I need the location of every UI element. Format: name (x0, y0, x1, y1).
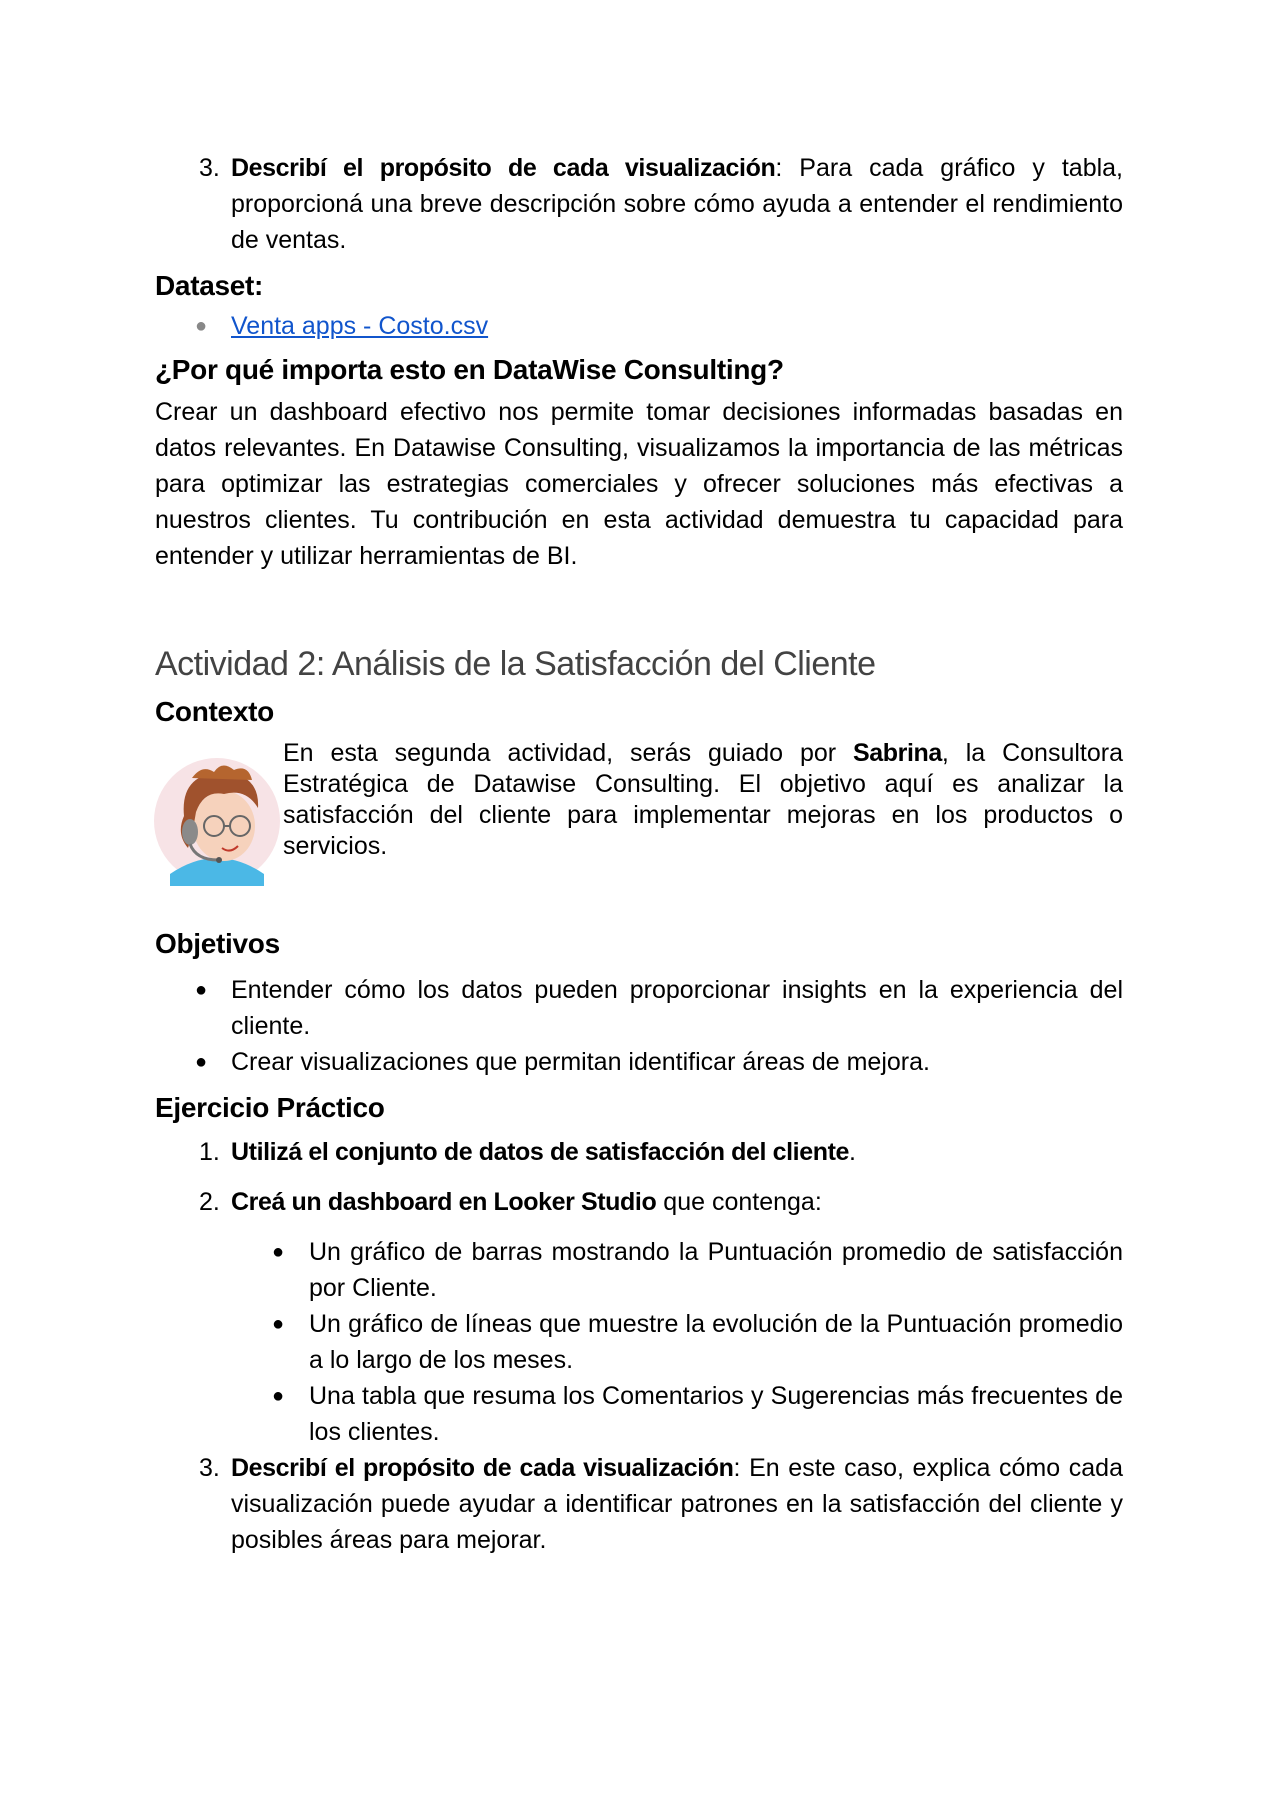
list-number: 3. (199, 154, 220, 182)
bullet-icon: ● (272, 1385, 285, 1407)
list-item: ● Crear visualizaciones que permitan identificar áreas de mejora. (155, 1044, 1123, 1080)
document-page (155, 150, 1123, 1558)
list-item: ● Un gráfico de barras mostrando la Puntuación promedio de satisfacción por Cliente. (155, 1234, 1123, 1306)
sabrina-avatar-icon (152, 756, 282, 886)
list-item: ● Entender cómo los datos pueden proporcionar insights en la experiencia del cliente. (155, 972, 1123, 1044)
bullet-icon: ● (195, 315, 208, 337)
bullet-icon: ● (272, 1241, 285, 1263)
activity2-title: Actividad 2: Análisis de la Satisfacción del Cliente (155, 645, 876, 683)
context-heading: Contexto (155, 696, 274, 727)
list-item: 2. Creá un dashboard en Looker Studio que contenga: (199, 1188, 822, 1216)
why-heading: ¿Por qué importa esto en DataWise Consulting? (155, 354, 784, 385)
list-item: ● Un gráfico de líneas que muestre la evolución de la Puntuación promedio a lo largo de los meses. (155, 1306, 1123, 1378)
dataset-link[interactable]: Venta apps - Costo.csv (231, 312, 489, 340)
list-item: ● Una tabla que resuma los Comentarios y Sugerencias más frecuentes de los clientes. (155, 1378, 1123, 1450)
list-item (155, 150, 1123, 258)
bullet-icon: ● (195, 979, 208, 1001)
list-item: 1. Utilizá el conjunto de datos de satisfacción del cliente. (199, 1138, 856, 1166)
bullet-icon: ● (272, 1313, 285, 1335)
objectives-heading: Objetivos (155, 928, 280, 959)
context-paragraph: En esta segunda actividad, serás guiado por Sabrina, la Consultora Estratégica de Datawise Consulting. El objetivo aquí es analizar la satisfacción del cliente para implementar mejoras en los productos o servicios. (283, 739, 1123, 860)
list-item (155, 308, 1123, 344)
context-block (155, 738, 1123, 888)
bullet-icon: ● (195, 1051, 208, 1073)
dataset-heading: Dataset: (155, 270, 264, 301)
why-paragraph: Crear un dashboard efectivo nos permite tomar decisiones informadas basadas en datos relevantes. En Datawise Consulting, visualizamos la importancia de las métricas para optimizar las estrategias comerciales y ofrecer soluciones más efectivas a nuestros clientes. Tu contribución en esta actividad demuestra tu capacidad para entender y utilizar herramientas de BI. (155, 398, 1123, 570)
list-item: 3. Describí el propósito de cada visualización: En este caso, explica cómo cada visualización puede ayudar a identificar patrones en la satisfacción del cliente y posibles áreas para mejorar. (199, 1454, 1123, 1554)
item-text: : Para cada gráfico y tabla, proporcioná una breve descripción sobre cómo ayuda a entender el rendimiento de ventas. (231, 154, 1123, 254)
item-bold: Describí el propósito de cada visualización (231, 154, 776, 182)
exercise-heading: Ejercicio Práctico (155, 1092, 385, 1123)
sabrina-name: Sabrina (852, 739, 942, 767)
